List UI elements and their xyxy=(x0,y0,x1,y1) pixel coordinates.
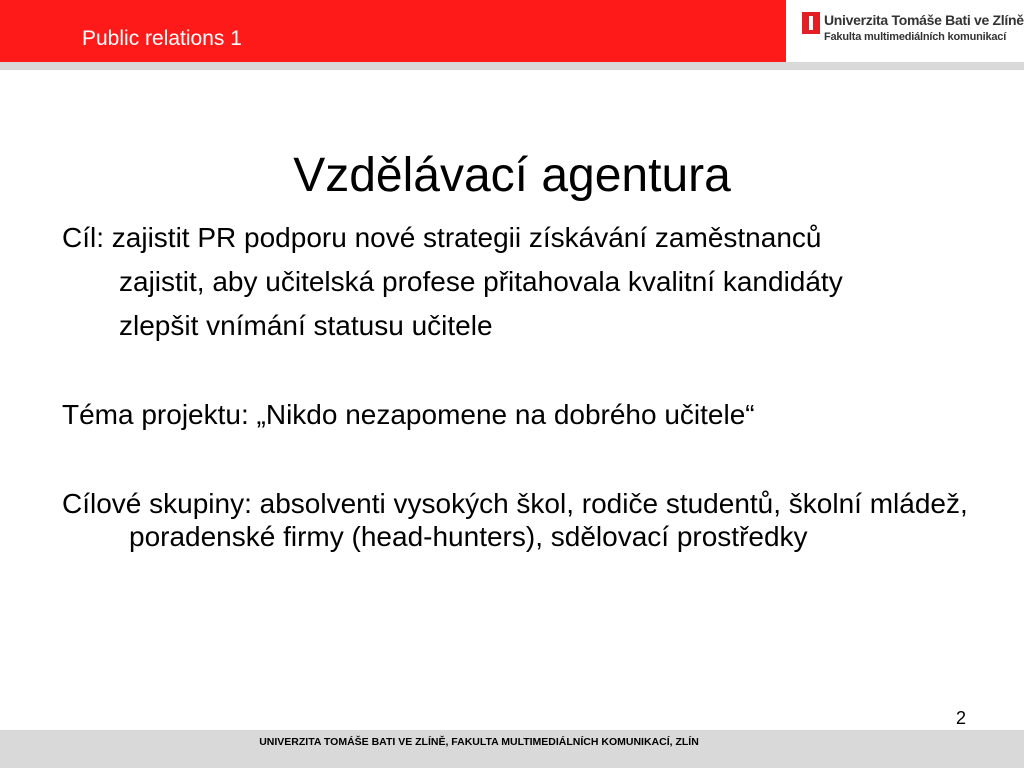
university-logo xyxy=(786,0,1024,62)
target-groups-paragraph: Cílové skupiny: absolventi vysokých škol, rodiče studentů, školní mládež, poradenské firmy (head-hunters), sdělovací prostředky xyxy=(62,488,968,552)
university-logo-icon xyxy=(802,12,820,39)
goal-subitem: zlepšit vnímání statusu učitele xyxy=(119,310,493,341)
slide-body xyxy=(62,221,982,553)
project-theme-paragraph: Téma projektu: „Nikdo nezapomene na dobrého učitele“ xyxy=(62,399,755,430)
page-number: 2 xyxy=(955,708,966,728)
slide-title: Vzdělávací agentura xyxy=(293,149,731,202)
goal-paragraph: Cíl: zajistit PR podporu nové strategii získávání zaměstnanců xyxy=(62,222,822,253)
header-divider xyxy=(0,62,1024,70)
footer-text: UNIVERZITA TOMÁŠE BATI VE ZLÍNĚ, FAKULTA MULTIMEDIÁLNÍCH KOMUNIKACÍ, ZLÍN xyxy=(259,736,699,748)
header-bar xyxy=(0,0,786,62)
header-title: Public relations 1 xyxy=(82,27,242,50)
goal-subitem: zajistit, aby učitelská profese přitahovala kvalitní kandidáty xyxy=(119,266,843,297)
logo-faculty-name: Fakulta multimediálních komunikací xyxy=(824,31,1007,43)
logo-university-name: Univerzita Tomáše Bati ve Zlíně xyxy=(824,12,1024,28)
